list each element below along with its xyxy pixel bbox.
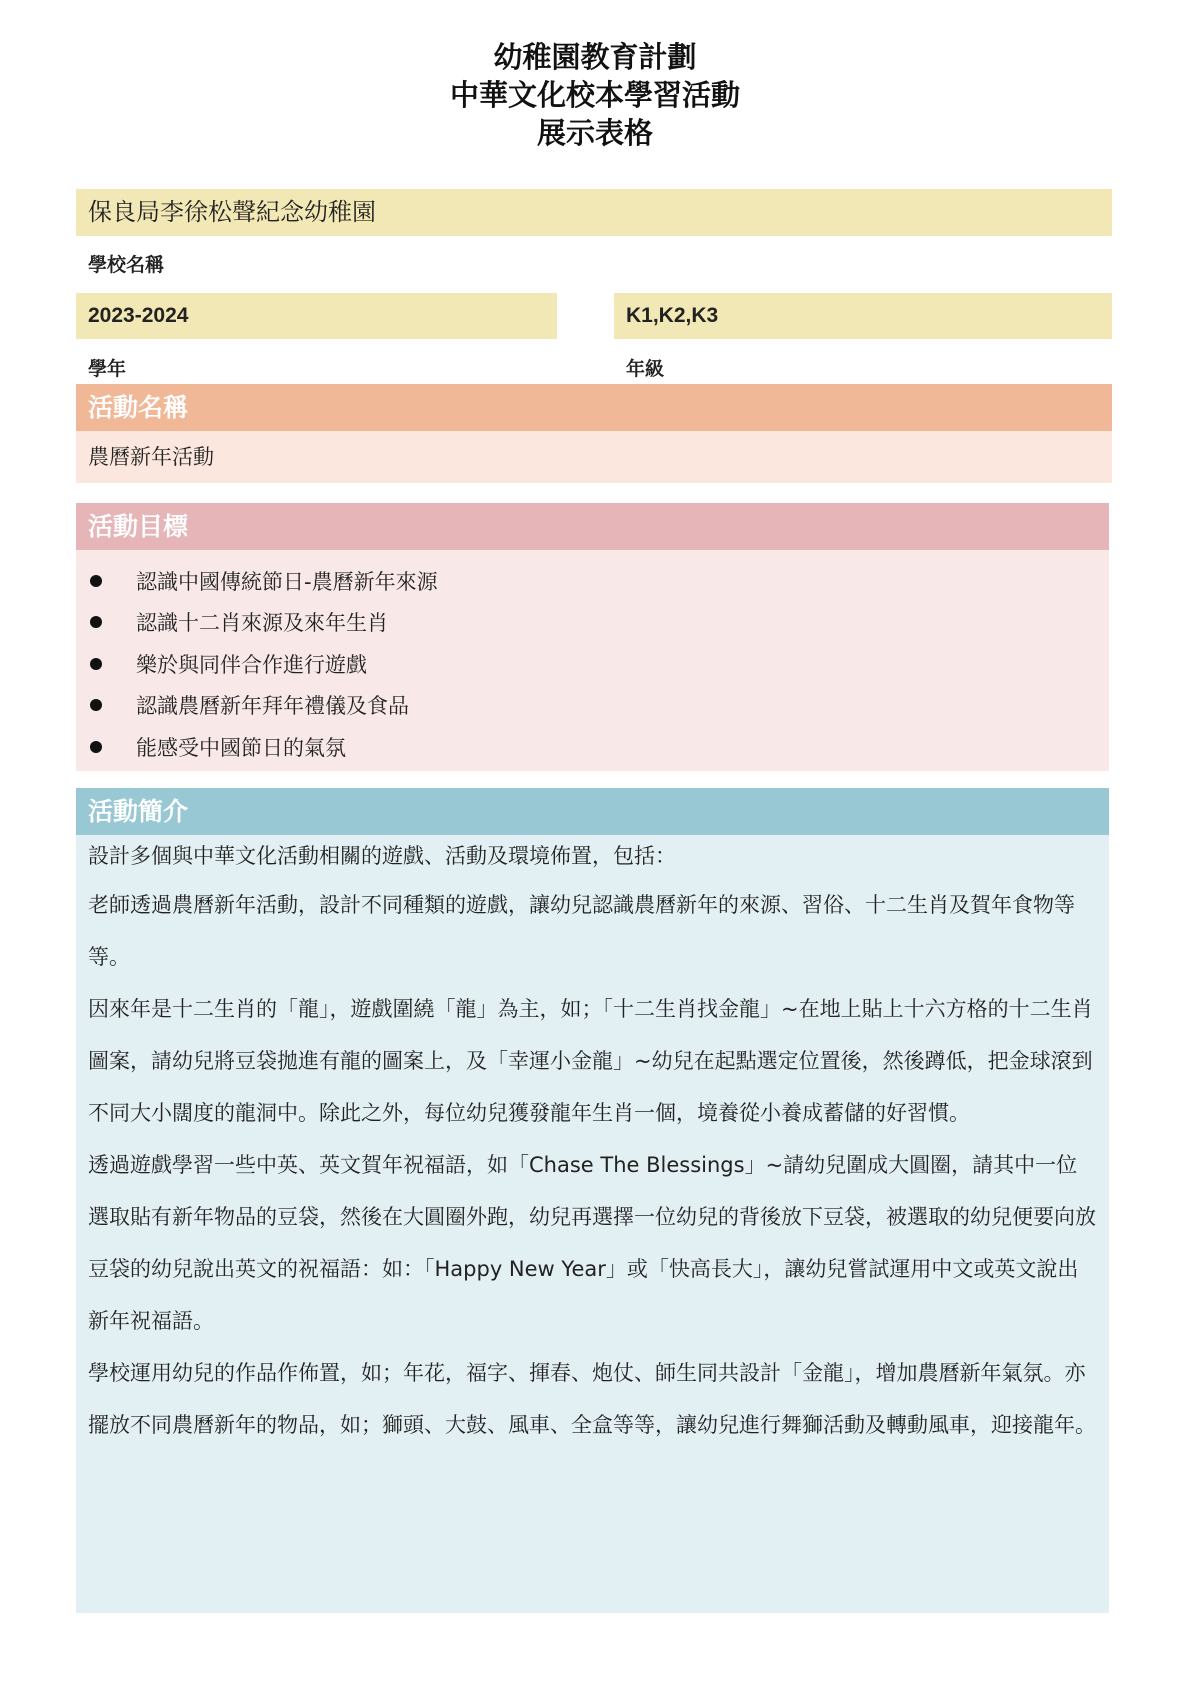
goal-text: 認識十二肖來源及來年生肖	[136, 611, 388, 636]
form-title	[0, 38, 1190, 152]
title-line-3: 展示表格	[536, 116, 653, 150]
activity-intro-body	[76, 835, 1109, 1613]
title-line-2: 中華文化校本學習活動	[449, 78, 740, 112]
intro-paragraph: 老師透過農曆新年活動，設計不同種類的遊戲，讓幼兒認識農曆新年的來源、習俗、十二生肖及賀年食物等等。	[88, 893, 1075, 969]
goal-text: 認識農曆新年拜年禮儀及食品	[136, 694, 409, 719]
school-name-field: 保良局李徐松聲紀念幼稚園	[76, 189, 1112, 236]
activity-name-value: 農曆新年活動	[76, 431, 1112, 483]
goal-text: 認識中國傳統節日-農曆新年來源	[136, 569, 438, 594]
school-year-label: 學年	[88, 358, 127, 380]
activity-goals-heading: 活動目標	[76, 503, 1109, 550]
goal-item	[76, 643, 1109, 685]
bullet-icon	[90, 575, 102, 587]
intro-paragraph: 因來年是十二生肖的「龍」，遊戲圍繞「龍」為主，如；「十二生肖找金龍」~在地上貼上十六方格的十二生肖圖案，請幼兒將豆袋拋進有龍的圖案上，及「幸運小金龍」~幼兒在起點選定位置後，然後蹲低，把金球滾到不同大小闊度的龍洞中。除此之外，每位幼兒獲發龍年生肖一個，境養從小養成蓄儲的好習慣。	[88, 997, 1093, 1125]
bullet-icon	[90, 741, 102, 753]
intro-paragraph: 透過遊戲學習一些中英、英文賀年祝福語，如「Chase The Blessings」~請幼兒圍成大圓圈，請其中一位選取貼有新年物品的豆袋，然後在大圓圈外跑，幼兒再選擇一位幼兒的背後放下豆袋，被選取的幼兒便要向放豆袋的幼兒說出英文的祝福語：如：「Happy New Year」或「快高長大」，讓幼兒嘗試運用中文或英文說出新年祝福語。	[88, 1153, 1096, 1333]
goal-item	[76, 602, 1109, 644]
title-line-1: 幼稚園教育計劃	[493, 40, 697, 74]
grade-field: K1,K2,K3	[614, 293, 1112, 339]
activity-goals-list	[76, 550, 1109, 771]
grade-label: 年級	[626, 358, 665, 380]
bullet-icon	[90, 616, 102, 628]
school-year-field: 2023-2024	[76, 293, 557, 339]
goal-item	[76, 685, 1109, 727]
intro-paragraph: 設計多個與中華文化活動相關的遊戲、活動及環境佈置，包括：	[88, 844, 676, 868]
activity-intro-heading: 活動簡介	[76, 788, 1109, 835]
goal-text: 能感受中國節日的氣氛	[136, 735, 346, 760]
intro-paragraph: 學校運用幼兒的作品作佈置，如；年花，福字、揮春、炮仗、師生同共設計「金龍」，增加農曆新年氣氛。亦擺放不同農曆新年的物品，如；獅頭、大鼓、風車、全盒等等，讓幼兒進行舞獅活動及轉動風車，迎接龍年。	[88, 1361, 1096, 1437]
activity-name-heading: 活動名稱	[76, 384, 1112, 431]
goal-item	[76, 560, 1109, 602]
goal-item	[76, 726, 1109, 768]
school-name-label: 學校名稱	[88, 254, 165, 276]
bullet-icon	[90, 658, 102, 670]
bullet-icon	[90, 699, 102, 711]
goal-text: 樂於與同伴合作進行遊戲	[136, 652, 367, 677]
